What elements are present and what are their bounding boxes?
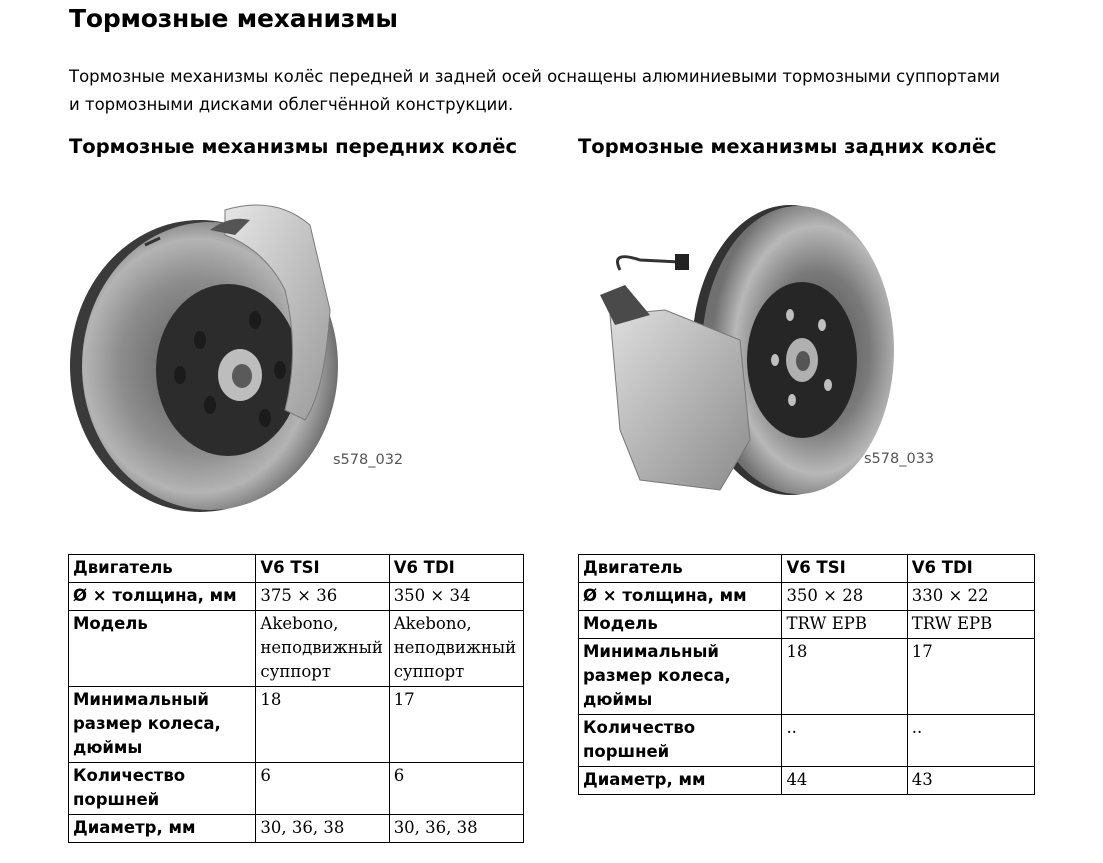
header-v6-tsi: V6 TSI <box>256 555 389 583</box>
cell-value: 6 <box>256 763 389 815</box>
page-title: Тормозные механизмы <box>69 4 398 33</box>
table-header-row <box>579 555 1035 583</box>
rear-figure-code: s578_033 <box>864 451 935 467</box>
cell-value: 30, 36, 38 <box>256 815 389 843</box>
cell-value: 18 <box>256 687 389 763</box>
cell-value: .. <box>907 715 1034 767</box>
table-row <box>579 611 1035 639</box>
front-figure-code: s578_032 <box>333 452 404 468</box>
cell-value: Akebono, неподвижный суппорт <box>256 611 389 687</box>
cell-value: .. <box>782 715 907 767</box>
header-v6-tdi: V6 TDI <box>907 555 1034 583</box>
table-row <box>579 767 1035 795</box>
header-engine: Двигатель <box>69 555 256 583</box>
front-brake-drawing <box>60 190 480 520</box>
row-label: Модель <box>69 611 256 687</box>
cell-value: 44 <box>782 767 907 795</box>
table-row <box>69 763 524 815</box>
front-brake-image <box>60 190 480 520</box>
cell-value: 30, 36, 38 <box>389 815 523 843</box>
cell-value: 330 × 22 <box>907 583 1034 611</box>
header-engine: Двигатель <box>579 555 782 583</box>
cell-value: TRW EPB <box>907 611 1034 639</box>
header-v6-tsi: V6 TSI <box>782 555 907 583</box>
front-section-title: Тормозные механизмы передних колёс <box>69 135 518 158</box>
cell-value: TRW EPB <box>782 611 907 639</box>
cell-value: 6 <box>389 763 523 815</box>
rear-brakes-table <box>578 554 1035 795</box>
row-label: Диаметр, мм <box>69 815 256 843</box>
cell-value: 350 × 34 <box>389 583 523 611</box>
cell-value: 350 × 28 <box>782 583 907 611</box>
cell-value: 17 <box>907 639 1034 715</box>
row-label: Ø × толщина, мм <box>579 583 782 611</box>
table-row <box>579 639 1035 715</box>
row-label: Модель <box>579 611 782 639</box>
table-row <box>69 611 524 687</box>
cell-value: 43 <box>907 767 1034 795</box>
rear-brake-image <box>570 190 970 520</box>
row-label: Количество поршней <box>69 763 256 815</box>
intro-paragraph <box>69 63 1069 119</box>
table-row <box>579 583 1035 611</box>
cell-value: Akebono, неподвижный суппорт <box>389 611 523 687</box>
rear-brake-drawing <box>570 190 970 520</box>
row-label: Диаметр, мм <box>579 767 782 795</box>
front-brakes-table <box>68 554 524 843</box>
cell-value: 18 <box>782 639 907 715</box>
table-row <box>579 715 1035 767</box>
row-label: Количество поршней <box>579 715 782 767</box>
cell-value: 17 <box>389 687 523 763</box>
row-label: Ø × толщина, мм <box>69 583 256 611</box>
intro-line-1: Тормозные механизмы колёс передней и задней осей оснащены алюминиевыми тормозными суппортами <box>69 67 1001 86</box>
intro-line-2: и тормозными дисками облегчённой конструкции. <box>69 95 514 114</box>
row-label: Минимальный размер колеса, дюймы <box>579 639 782 715</box>
header-v6-tdi: V6 TDI <box>389 555 523 583</box>
table-header-row <box>69 555 524 583</box>
row-label: Минимальный размер колеса, дюймы <box>69 687 256 763</box>
rear-section-title: Тормозные механизмы задних колёс <box>578 135 997 158</box>
cell-value: 375 × 36 <box>256 583 389 611</box>
table-row <box>69 583 524 611</box>
table-row <box>69 687 524 763</box>
table-row <box>69 815 524 843</box>
